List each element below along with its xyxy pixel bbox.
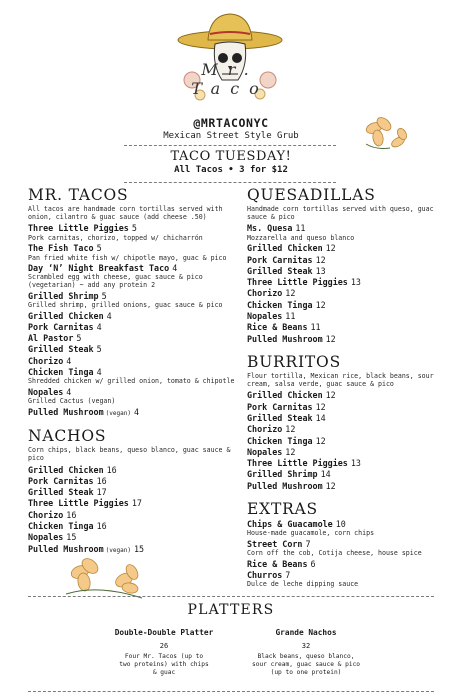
menu-item-price: 16 <box>106 464 117 475</box>
menu-item-name: Chips & Guacamole <box>247 519 333 530</box>
menu-item-name: Pork Carnitas <box>28 475 94 486</box>
menu-item <box>28 487 240 498</box>
tacos-list <box>28 223 240 419</box>
platter-desc: Black beans, queso blanco, sour cream, guac sauce & pico (up to one protein) <box>251 653 361 676</box>
section-desc-nachos: Corn chips, black beans, queso blanco, guac sauce & pico <box>28 446 231 463</box>
menu-item-price: 12 <box>325 333 336 344</box>
menu-item-tag: (vegan) <box>105 409 131 417</box>
menu-item-tag: (vegan) <box>105 546 131 554</box>
menu-item-price: 12 <box>285 446 296 457</box>
quesadillas-list <box>247 223 447 345</box>
menu-item <box>247 402 447 413</box>
menu-item-name: Grilled Chicken <box>28 310 104 321</box>
menu-item-price: 16 <box>96 521 107 532</box>
menu-item <box>247 469 447 480</box>
menu-item-price: 17 <box>131 498 142 509</box>
menu-item <box>247 266 447 277</box>
menu-item-name: Street Corn <box>247 538 303 549</box>
menu-item-price: 15 <box>133 543 145 554</box>
menu-item-name: Grilled Steak <box>28 487 94 498</box>
platter-price: 26 <box>159 642 169 650</box>
nachos-list <box>28 465 240 556</box>
menu-item <box>247 481 447 492</box>
menu-item-price: 12 <box>325 480 336 491</box>
menu-item-price: 5 <box>76 333 82 344</box>
menu-item-name: Pork Carnitas <box>247 401 313 412</box>
menu-item-name: Three Little Piggies <box>28 498 129 509</box>
right-column <box>247 186 447 590</box>
menu-item-name: Nopales <box>28 532 64 543</box>
menu-item-price: 12 <box>315 401 326 412</box>
platter-desc: Four Mr. Tacos (up to two proteins) with chips & guac <box>119 653 209 676</box>
menu-item-desc: Mozzarella and queso blanco <box>247 233 355 242</box>
burritos-list <box>247 390 447 492</box>
extras-list <box>247 519 447 589</box>
menu-item <box>247 559 447 570</box>
menu-item <box>28 465 240 476</box>
menu-item-name: Grilled Chicken <box>247 243 323 254</box>
menu-item-price: 12 <box>325 390 336 401</box>
platter-price: 32 <box>301 642 311 650</box>
left-column <box>28 186 240 556</box>
menu-item-name: Pork Carnitas <box>28 321 94 332</box>
menu-item-price: 4 <box>96 321 102 332</box>
menu-item-price: 5 <box>101 290 107 301</box>
menu-item <box>28 544 240 556</box>
menu-item <box>28 510 240 521</box>
menu-item-price: 4 <box>106 310 112 321</box>
menu-item-price: 5 <box>96 344 102 355</box>
menu-item-desc: Pan fried white fish w/ chipotle mayo, guac & pico <box>28 253 227 262</box>
instagram-handle: @MRTACONYC <box>193 116 269 130</box>
menu-item-price: 11 <box>285 311 296 322</box>
menu-item-desc: Scrambled egg with cheese, guac sauce & pico (vegetarian) ~ add any protein 2 <box>28 273 203 290</box>
menu-item-price: 12 <box>285 288 296 299</box>
menu-item-price: 14 <box>315 412 326 423</box>
menu-item <box>247 458 447 469</box>
menu-item-name: Chorizo <box>28 509 64 520</box>
menu-item-name: The Fish Taco <box>28 243 94 254</box>
menu-item-name: Pulled Mushroom <box>28 406 104 417</box>
menu-item <box>247 311 447 322</box>
menu-item-desc: Grilled Cactus (vegan) <box>28 397 116 406</box>
menu-item-desc: Corn off the cob, Cotija cheese, house spice <box>247 549 422 558</box>
menu-item-desc: Shredded chicken w/ grilled onion, tomato & chipotle <box>28 377 235 386</box>
menu-item-name: Chicken Tinga <box>28 367 94 378</box>
menu-item-name: Pulled Mushroom <box>247 480 323 491</box>
menu-item-name: Day ‘N’ Night Breakfast Taco <box>28 263 170 274</box>
menu-item-name: Pulled Mushroom <box>28 543 104 554</box>
menu-item-name: Chorizo <box>247 288 283 299</box>
menu-item <box>28 532 240 543</box>
menu-item-price: 12 <box>285 424 296 435</box>
menu-item <box>28 223 240 234</box>
menu-item <box>28 476 240 487</box>
menu-item-price: 6 <box>310 558 316 569</box>
section-title-quesadillas: QUESADILLAS <box>247 186 376 204</box>
menu-item-name: Nopales <box>247 311 283 322</box>
menu-item-price: 7 <box>305 538 311 549</box>
section-title-platters: PLATTERS <box>187 602 275 618</box>
menu-item-price: 13 <box>315 265 326 276</box>
menu-item-name: Grilled Steak <box>28 344 94 355</box>
menu-item <box>247 223 447 234</box>
promo-title: TACO TUESDAY! <box>170 149 292 164</box>
section-title-burritos: BURRITOS <box>247 352 341 371</box>
menu-item-name: Grilled Chicken <box>28 464 104 475</box>
menu-item-price: 4 <box>172 263 178 274</box>
menu-item-price: 17 <box>96 487 107 498</box>
platter-item <box>226 628 386 677</box>
menu-item-price: 13 <box>350 458 361 469</box>
menu-item <box>247 413 447 424</box>
menu-item-name: Rice & Beans <box>247 322 308 333</box>
menu-item <box>247 390 447 401</box>
menu-item <box>247 277 447 288</box>
menu-item <box>28 498 240 509</box>
menu-item-price: 12 <box>315 435 326 446</box>
menu-item <box>247 300 447 311</box>
menu-item <box>28 356 240 367</box>
section-title-extras: EXTRAS <box>247 500 318 519</box>
menu-item-name: Al Pastor <box>28 333 74 344</box>
menu-item <box>28 407 240 419</box>
menu-item <box>247 243 447 254</box>
platter-item <box>84 628 244 677</box>
menu-item-price: 11 <box>310 322 321 333</box>
platter-name: Grande Nachos <box>275 628 337 637</box>
menu-item <box>247 322 447 333</box>
menu-item-price: 11 <box>295 223 306 234</box>
menu-item-name: Chorizo <box>247 424 283 435</box>
menu-item-price: 12 <box>315 299 326 310</box>
menu-item-name: Nopales <box>28 386 64 397</box>
menu-item-price: 4 <box>96 367 102 378</box>
menu-item <box>28 322 240 333</box>
menu-item-name: Grilled Shrimp <box>28 290 99 301</box>
menu-item-name: Grilled Steak <box>247 412 313 423</box>
menu-item <box>28 311 240 322</box>
menu-item-name: Three Little Piggies <box>247 458 348 469</box>
menu-item <box>247 424 447 435</box>
menu-item-name: Chicken Tinga <box>28 521 94 532</box>
menu-item-name: Chicken Tinga <box>247 435 313 446</box>
menu-item-name: Chorizo <box>28 355 64 366</box>
menu-item-desc: Dulce de leche dipping sauce <box>247 580 359 589</box>
menu-item-price: 4 <box>66 355 72 366</box>
section-title-nachos: NACHOS <box>28 427 107 446</box>
platter-name: Double-Double Platter <box>114 628 214 637</box>
menu-item-desc: Pork carnitas, chorizo, topped w/ chicharrón <box>28 233 203 242</box>
menu-item <box>28 243 240 254</box>
menu-item <box>28 333 240 344</box>
menu-item <box>28 521 240 532</box>
menu-item-price: 14 <box>320 469 331 480</box>
menu-item-price: 7 <box>285 570 291 581</box>
menu-item-name: Churros <box>247 570 283 581</box>
menu-item-desc: House-made guacamole, corn chips <box>247 529 375 538</box>
menu-item-name: Nopales <box>247 446 283 457</box>
menu-item-name: Chicken Tinga <box>247 299 313 310</box>
menu-item-name: Pulled Mushroom <box>247 333 323 344</box>
menu-item <box>247 288 447 299</box>
menu-item <box>247 334 447 345</box>
flower-icon <box>356 114 412 156</box>
menu-item-name: Rice & Beans <box>247 558 308 569</box>
tagline: Mexican Street Style Grub <box>163 131 299 141</box>
menu-item-price: 12 <box>315 254 326 265</box>
section-desc-quesadillas: Handmade corn tortillas served with queso, guac sauce & pico <box>247 205 434 222</box>
menu-item-price: 15 <box>66 532 77 543</box>
menu-item-name: Grilled Shrimp <box>247 469 318 480</box>
menu-item-price: 16 <box>96 475 107 486</box>
section-desc-burritos: Flour tortilla, Mexican rice, black beans, sour cream, salsa verde, guac sauce & pico <box>247 371 434 389</box>
menu-item-price: 5 <box>96 243 102 254</box>
menu-item-name: Grilled Chicken <box>247 390 323 401</box>
section-title-tacos: MR. TACOS <box>28 186 129 204</box>
promo-subtitle: All Tacos • 3 for $12 <box>174 165 288 175</box>
menu-item <box>247 436 447 447</box>
menu-item <box>28 344 240 355</box>
menu-item-price: 16 <box>66 509 77 520</box>
menu-item-desc: Grilled shrimp, grilled onions, guac sauce & pico <box>28 300 223 309</box>
menu-item <box>247 255 447 266</box>
menu-item <box>247 447 447 458</box>
menu-item-name: Ms. Quesa <box>247 223 293 234</box>
menu-item-price: 12 <box>325 243 336 254</box>
menu-item-name: Grilled Steak <box>247 265 313 276</box>
section-desc-tacos: All tacos are handmade corn tortillas served with onion, cilantro & guac sauce (add cheese .50) <box>28 205 223 222</box>
menu-item-price: 5 <box>131 223 137 234</box>
menu-item-price: 13 <box>350 277 361 288</box>
logo <box>170 10 290 105</box>
menu-item-name: Pork Carnitas <box>247 254 313 265</box>
menu-item-price: 4 <box>133 406 139 417</box>
menu-item-name: Three Little Piggies <box>28 223 129 234</box>
menu-item-price: 4 <box>66 386 72 397</box>
menu-item-price: 10 <box>335 519 346 530</box>
logo-text: Mr. Taco <box>191 60 269 98</box>
menu-item-name: Three Little Piggies <box>247 277 348 288</box>
